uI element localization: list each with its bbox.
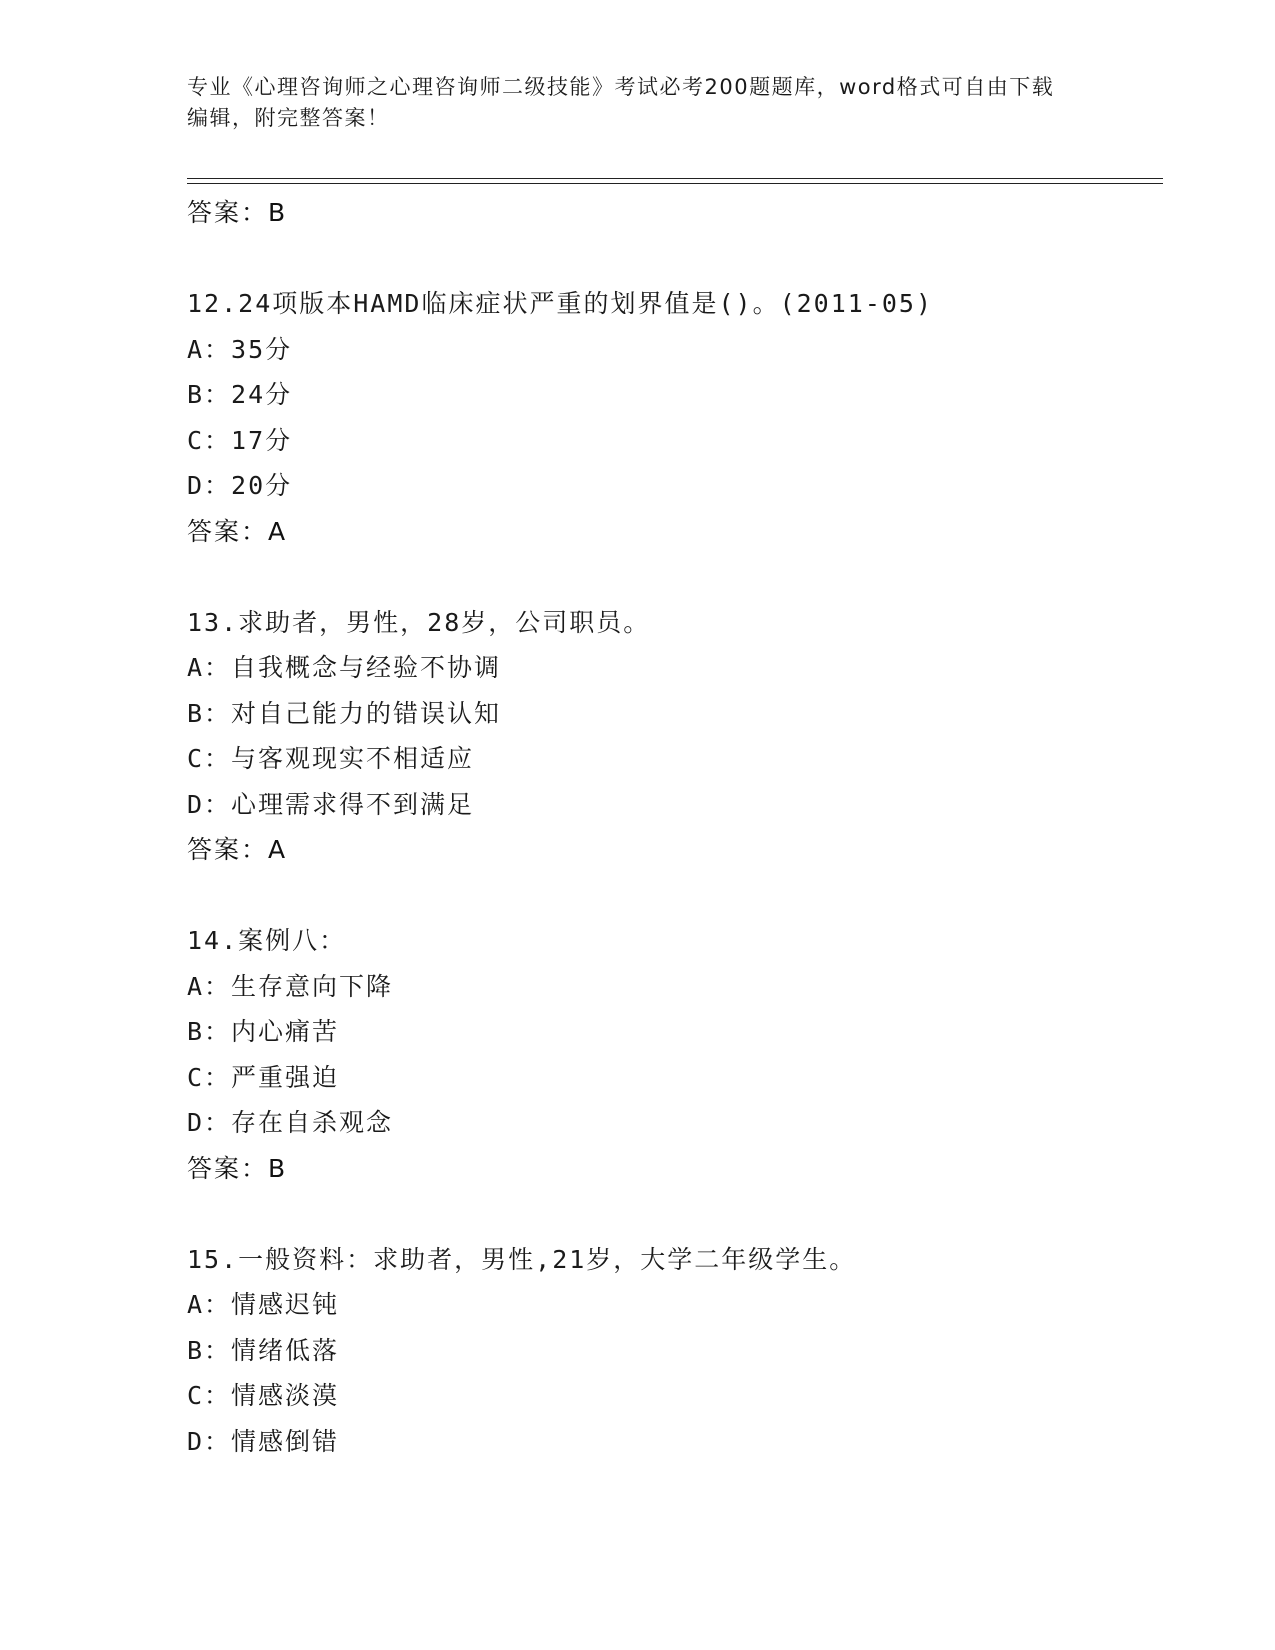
- answer-line: 答案：A: [187, 835, 288, 864]
- spacer: [187, 236, 1163, 282]
- question-title: 13.求助者，男性，28岁，公司职员。: [187, 607, 651, 637]
- answer-line: 答案：B: [187, 1153, 288, 1183]
- question-title: 14.案例八：: [187, 926, 347, 955]
- question-block: [187, 1237, 1163, 1465]
- option-a: A：35分: [187, 334, 293, 364]
- question-title: 15.一般资料：求助者，男性,21岁，大学二年级学生。: [187, 1244, 857, 1274]
- spacer: [187, 1191, 1163, 1237]
- option-a: A：自我概念与经验不协调: [187, 653, 502, 682]
- option-a: A：生存意向下降: [187, 971, 394, 1001]
- option-b: B：24分: [187, 380, 293, 409]
- question-list: [187, 190, 1163, 1464]
- option-c: C：17分: [187, 425, 293, 455]
- answer-line: 答案：B: [187, 198, 288, 227]
- header-divider-second: [187, 183, 1163, 184]
- option-d: D：情感倒错: [187, 1426, 340, 1456]
- question-block: [187, 918, 1163, 1191]
- question-title: 12.24项版本HAMD临床症状严重的划界值是()。(2011-05): [187, 289, 934, 318]
- question-block: [187, 600, 1163, 873]
- option-c: C：与客观现实不相适应: [187, 744, 475, 773]
- answer-line: 答案：A: [187, 516, 288, 546]
- option-d: D：20分: [187, 471, 293, 500]
- option-c: C：严重强迫: [187, 1062, 340, 1092]
- option-a: A：情感迟钝: [187, 1290, 340, 1319]
- spacer: [187, 873, 1163, 919]
- header-divider: [187, 178, 1163, 179]
- option-b: B：内心痛苦: [187, 1017, 340, 1046]
- option-b: B：情绪低落: [187, 1335, 340, 1365]
- question-block: [187, 281, 1163, 554]
- spacer: [187, 554, 1163, 600]
- option-d: D：心理需求得不到满足: [187, 789, 475, 819]
- option-b: B：对自己能力的错误认知: [187, 698, 502, 728]
- option-c: C：情感淡漠: [187, 1381, 340, 1410]
- document-header: 专业《心理咨询师之心理咨询师二级技能》考试必考200题题库，word格式可自由下载编辑，附完整答案！: [187, 75, 1055, 130]
- option-d: D：存在自杀观念: [187, 1108, 394, 1137]
